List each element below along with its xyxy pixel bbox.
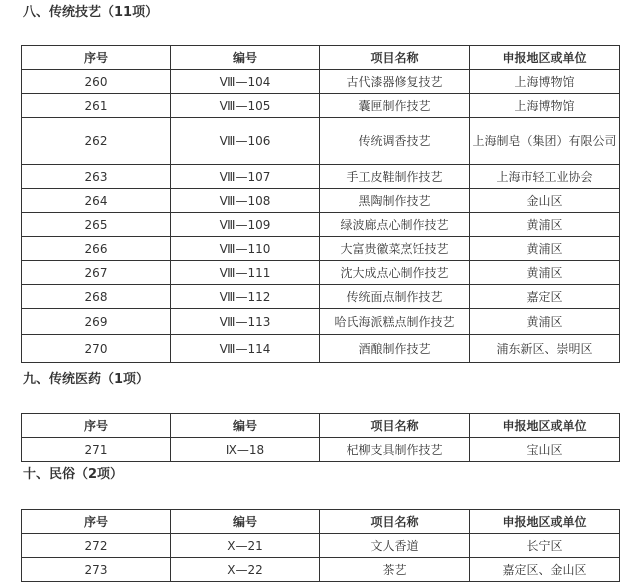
cell-code: Ⅷ—104 — [171, 70, 320, 94]
cell-project-name: 文人香道 — [320, 534, 470, 558]
cell-applicant: 黄浦区 — [470, 309, 620, 335]
cell-project-name: 沈大成点心制作技艺 — [320, 261, 470, 285]
cell-code: Ⅷ—109 — [171, 213, 320, 237]
cell-code: Ⅷ—112 — [171, 285, 320, 309]
table-row — [22, 189, 620, 213]
section-title-traditional-medicine: 九、传统医药（1项） — [23, 372, 150, 387]
cell-serial: 268 — [22, 285, 171, 309]
cell-applicant: 黄浦区 — [470, 213, 620, 237]
cell-applicant: 浦东新区、崇明区 — [470, 335, 620, 363]
cell-serial: 269 — [22, 309, 171, 335]
cell-applicant: 嘉定区、金山区 — [470, 558, 620, 582]
cell-code: Ⅷ—107 — [171, 165, 320, 189]
cell-serial: 273 — [22, 558, 171, 582]
header-serial: 序号 — [22, 414, 171, 438]
header-project-name: 项目名称 — [320, 414, 470, 438]
table-row — [22, 438, 620, 462]
header-applicant: 申报地区或单位 — [470, 510, 620, 534]
cell-code: Ⅹ—21 — [171, 534, 320, 558]
table-row — [22, 213, 620, 237]
cell-project-name: 黑陶制作技艺 — [320, 189, 470, 213]
cell-code: Ⅷ—108 — [171, 189, 320, 213]
table-row — [22, 309, 620, 335]
cell-project-name: 传统面点制作技艺 — [320, 285, 470, 309]
cell-code: Ⅷ—111 — [171, 261, 320, 285]
header-serial: 序号 — [22, 510, 171, 534]
table-row — [22, 165, 620, 189]
cell-code: Ⅸ—18 — [171, 438, 320, 462]
cell-applicant: 上海市轻工业协会 — [470, 165, 620, 189]
cell-applicant: 黄浦区 — [470, 261, 620, 285]
table-row — [22, 261, 620, 285]
header-code: 编号 — [171, 46, 320, 70]
cell-project-name: 绿波廊点心制作技艺 — [320, 213, 470, 237]
traditional-crafts-table — [21, 45, 620, 363]
cell-code: Ⅷ—105 — [171, 94, 320, 118]
table-header-row — [22, 510, 620, 534]
traditional-medicine-table — [21, 413, 620, 462]
header-project-name: 项目名称 — [320, 510, 470, 534]
table-row — [22, 118, 620, 165]
cell-serial: 265 — [22, 213, 171, 237]
cell-project-name: 杞柳支具制作技艺 — [320, 438, 470, 462]
cell-serial: 261 — [22, 94, 171, 118]
cell-project-name: 古代漆器修复技艺 — [320, 70, 470, 94]
header-project-name: 项目名称 — [320, 46, 470, 70]
cell-project-name: 手工皮鞋制作技艺 — [320, 165, 470, 189]
cell-code: Ⅹ—22 — [171, 558, 320, 582]
cell-serial: 262 — [22, 118, 171, 165]
cell-project-name: 囊匣制作技艺 — [320, 94, 470, 118]
table-row — [22, 534, 620, 558]
cell-serial: 264 — [22, 189, 171, 213]
cell-project-name: 传统调香技艺 — [320, 118, 470, 165]
section-title-traditional-crafts: 八、传统技艺（11项） — [23, 5, 159, 20]
table-row — [22, 70, 620, 94]
section-title-folk-customs: 十、民俗（2项） — [23, 467, 124, 482]
table-row — [22, 237, 620, 261]
folk-customs-table — [21, 509, 620, 582]
cell-serial: 270 — [22, 335, 171, 363]
table-row — [22, 285, 620, 309]
cell-serial: 263 — [22, 165, 171, 189]
cell-serial: 266 — [22, 237, 171, 261]
table-row — [22, 558, 620, 582]
cell-serial: 267 — [22, 261, 171, 285]
cell-project-name: 茶艺 — [320, 558, 470, 582]
cell-serial: 271 — [22, 438, 171, 462]
cell-applicant: 上海博物馆 — [470, 70, 620, 94]
table-row — [22, 94, 620, 118]
cell-code: Ⅷ—113 — [171, 309, 320, 335]
cell-serial: 272 — [22, 534, 171, 558]
cell-applicant: 黄浦区 — [470, 237, 620, 261]
cell-code: Ⅷ—106 — [171, 118, 320, 165]
header-applicant: 申报地区或单位 — [470, 414, 620, 438]
cell-applicant: 上海博物馆 — [470, 94, 620, 118]
header-serial: 序号 — [22, 46, 171, 70]
cell-project-name: 酒酿制作技艺 — [320, 335, 470, 363]
header-code: 编号 — [171, 510, 320, 534]
cell-applicant: 长宁区 — [470, 534, 620, 558]
cell-code: Ⅷ—114 — [171, 335, 320, 363]
table-row — [22, 335, 620, 363]
cell-project-name: 哈氏海派糕点制作技艺 — [320, 309, 470, 335]
header-applicant: 申报地区或单位 — [470, 46, 620, 70]
cell-applicant: 嘉定区 — [470, 285, 620, 309]
header-code: 编号 — [171, 414, 320, 438]
cell-applicant: 金山区 — [470, 189, 620, 213]
cell-project-name: 大富贵徽菜烹饪技艺 — [320, 237, 470, 261]
cell-applicant: 宝山区 — [470, 438, 620, 462]
table-header-row — [22, 414, 620, 438]
cell-applicant: 上海制皂（集团）有限公司 — [470, 118, 620, 165]
table-header-row — [22, 46, 620, 70]
cell-code: Ⅷ—110 — [171, 237, 320, 261]
cell-serial: 260 — [22, 70, 171, 94]
